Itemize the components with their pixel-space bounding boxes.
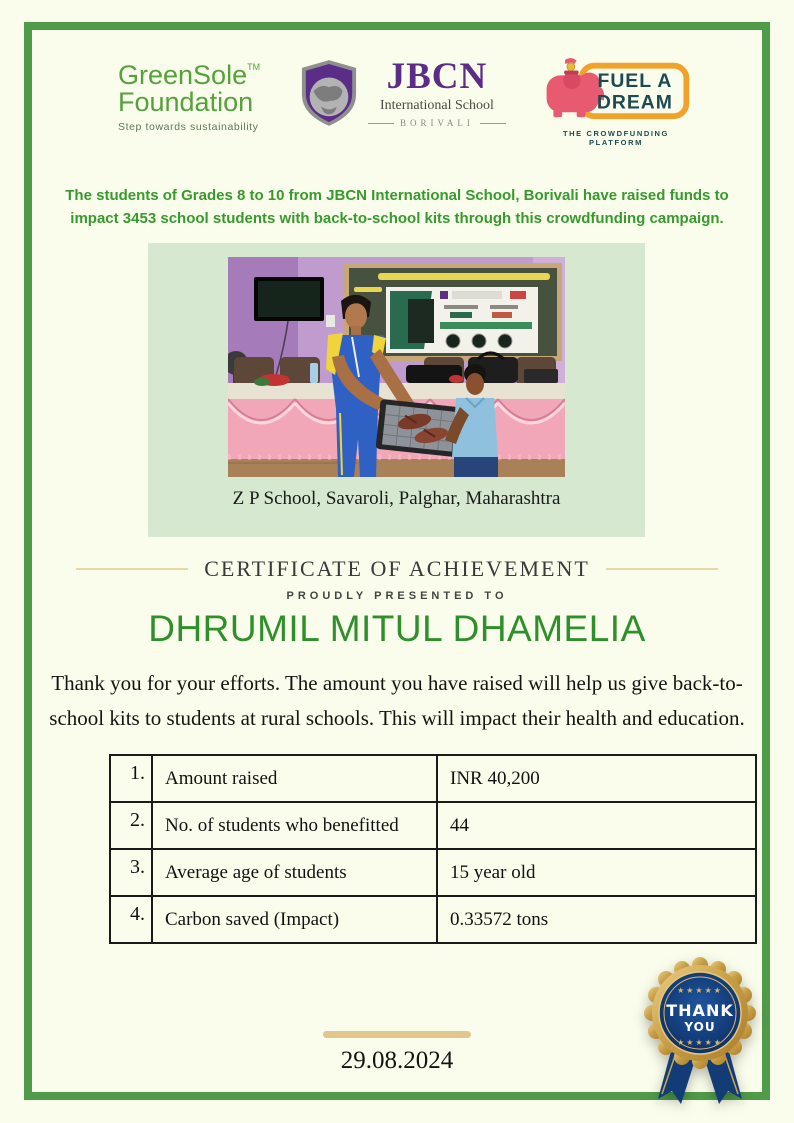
fuel-line1: FUEL A	[597, 70, 673, 93]
thank-you-badge	[634, 956, 766, 1104]
jbcn-city	[368, 118, 506, 128]
campaign-intro-text: The students of Grades 8 to 10 from JBCN International School, Borivali have raised funds to impact 3453 school students with back-to-school kits through this crowdfunding campaign.	[65, 187, 729, 227]
jbcn-school-logo	[300, 57, 506, 129]
row-number: 4.	[110, 896, 152, 943]
title-line-left	[76, 568, 188, 570]
row-value: 44	[437, 802, 756, 849]
greensole-foundation-logo	[118, 62, 260, 133]
title-line-right	[606, 568, 718, 570]
greensole-line1: GreenSole	[118, 60, 248, 90]
greensole-wordmark	[118, 62, 260, 89]
stars-bottom: ★★★★★	[677, 1038, 723, 1047]
shield-globe-icon	[300, 57, 358, 129]
row-label: Average age of students	[152, 849, 437, 896]
certificate-date: 29.08.2024	[340, 1047, 454, 1074]
row-number: 1.	[110, 755, 152, 802]
jbcn-acronym: JBCN	[386, 56, 488, 97]
row-label: Amount raised	[152, 755, 437, 802]
row-label: No. of students who benefitted	[152, 802, 437, 849]
certificate-title: CERTIFICATE OF ACHIEVEMENT	[204, 556, 590, 581]
badge-line1: THANK	[666, 1001, 734, 1020]
photo-caption: Z P School, Savaroli, Palghar, Maharashtra	[232, 488, 561, 509]
table-row	[110, 755, 756, 802]
table-row	[110, 802, 756, 849]
row-value: 15 year old	[437, 849, 756, 896]
greensole-line2: Foundation	[118, 87, 254, 117]
fuel-tagline: THE CROWDFUNDING PLATFORM	[562, 129, 669, 147]
presented-to-label: PROUDLY PRESENTED TO	[286, 590, 508, 602]
jbcn-subtitle: International School	[379, 98, 494, 113]
row-value: INR 40,200	[437, 755, 756, 802]
row-value: 0.33572 tons	[437, 896, 756, 943]
fueladream-logo	[540, 56, 692, 147]
jbcn-city-label: BORIVALI	[400, 118, 474, 128]
badge-line2: YOU	[684, 1020, 716, 1034]
dash-left	[368, 123, 394, 124]
stars-top: ★★★★★	[677, 986, 723, 995]
row-number: 2.	[110, 802, 152, 849]
greensole-tagline: Step towards sustainability	[118, 121, 259, 133]
thank-you-message: Thank you for your efforts. The amount you have raised will help us give back-to-school kits to students at rural schools. This will impact their health and education.	[49, 671, 745, 730]
dash-right	[480, 123, 506, 124]
row-number: 3.	[110, 849, 152, 896]
trademark-symbol: TM	[247, 62, 261, 72]
elephant-piggybank-icon	[540, 56, 692, 122]
date-divider-bar	[323, 1031, 471, 1038]
impact-table	[109, 754, 757, 944]
fuel-line2: DREAM	[596, 91, 673, 114]
school-photo	[228, 257, 565, 477]
table-row	[110, 896, 756, 943]
certificate-title-row	[0, 556, 794, 582]
jbcn-text-block	[368, 58, 506, 128]
row-label: Carbon saved (Impact)	[152, 896, 437, 943]
table-row	[110, 849, 756, 896]
photo-container	[148, 243, 645, 537]
recipient-name: DHRUMIL MITUL DHAMELIA	[148, 608, 646, 649]
